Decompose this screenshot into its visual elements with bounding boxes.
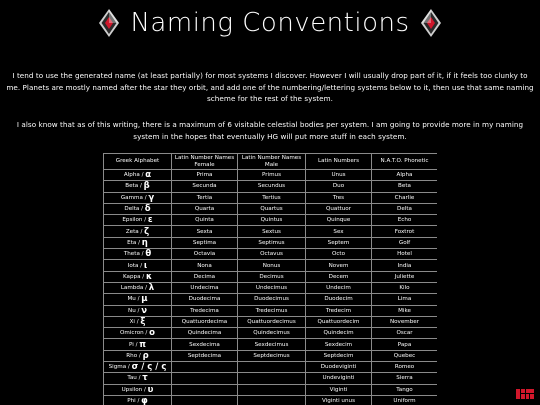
- latin-number-cell: Septem: [306, 237, 372, 248]
- column-header-latin-female: Latin Number Names Female: [172, 154, 238, 170]
- greek-letter-cell: [104, 328, 172, 339]
- table-row: [104, 384, 438, 395]
- latin-male-cell: [238, 395, 306, 405]
- greek-letter-name: Theta /: [123, 251, 146, 258]
- latin-female-cell: Undecima: [172, 282, 238, 293]
- latin-male-cell: [238, 362, 306, 373]
- greek-letter-cell: [104, 170, 172, 181]
- latin-female-cell: Quattuordecima: [172, 316, 238, 327]
- latin-male-cell: Septdecimus: [238, 350, 306, 361]
- greek-letter-symbol: λ: [148, 283, 155, 294]
- nato-phonetic-cell: November: [372, 316, 438, 327]
- crystal-logo-icon: [420, 8, 442, 38]
- greek-letter-name: Eta /: [127, 239, 142, 246]
- latin-male-cell: Tertius: [238, 192, 306, 203]
- greek-letter-symbol: ν: [141, 305, 147, 316]
- latin-number-cell: Decem: [306, 271, 372, 282]
- nato-phonetic-cell: Echo: [372, 215, 438, 226]
- tumblr-mark-icon[interactable]: [516, 389, 534, 399]
- greek-letter-symbol: φ: [141, 396, 148, 405]
- latin-male-cell: Sexdecimus: [238, 339, 306, 350]
- greek-letter-symbol: σ / ς / ς: [131, 362, 167, 373]
- table-row: [104, 339, 438, 350]
- greek-letter-name: Delta /: [124, 206, 145, 213]
- page-title: Naming Conventions: [130, 8, 410, 38]
- latin-female-cell: Tertia: [172, 192, 238, 203]
- greek-letter-symbol: γ: [148, 192, 155, 203]
- latin-female-cell: Quinta: [172, 215, 238, 226]
- latin-female-cell: [172, 373, 238, 384]
- table-row: [104, 260, 438, 271]
- greek-letter-symbol: α: [145, 170, 152, 181]
- column-header-greek: Greek Alphabet: [104, 154, 172, 170]
- greek-letter-symbol: ζ: [144, 226, 150, 237]
- table-row: [104, 350, 438, 361]
- latin-male-cell: [238, 384, 306, 395]
- greek-letter-name: Rho /: [126, 352, 143, 359]
- latin-number-cell: Quinque: [306, 215, 372, 226]
- table-row: [104, 305, 438, 316]
- greek-letter-name: Phi /: [127, 398, 142, 405]
- nato-phonetic-cell: Golf: [372, 237, 438, 248]
- greek-letter-cell: [104, 237, 172, 248]
- nato-phonetic-cell: Quebec: [372, 350, 438, 361]
- greek-letter-name: Upsilon /: [121, 386, 148, 393]
- table-row: [104, 271, 438, 282]
- naming-table: [103, 153, 437, 405]
- greek-letter-symbol: υ: [147, 384, 154, 395]
- greek-letter-name: Alpha /: [123, 172, 146, 179]
- greek-letter-cell: [104, 316, 172, 327]
- greek-letter-cell: [104, 215, 172, 226]
- latin-male-cell: Sextus: [238, 226, 306, 237]
- nato-phonetic-cell: Juliette: [372, 271, 438, 282]
- nato-phonetic-cell: Kilo: [372, 282, 438, 293]
- greek-letter-cell: [104, 384, 172, 395]
- nato-phonetic-cell: Oscar: [372, 328, 438, 339]
- column-header-latin-male: Latin Number Names Male: [238, 154, 306, 170]
- table-row: [104, 328, 438, 339]
- latin-female-cell: Secunda: [172, 181, 238, 192]
- greek-letter-cell: [104, 260, 172, 271]
- nato-phonetic-cell: Mike: [372, 305, 438, 316]
- nato-phonetic-cell: India: [372, 260, 438, 271]
- greek-letter-symbol: κ: [145, 271, 152, 282]
- greek-letter-cell: [104, 271, 172, 282]
- greek-letter-cell: [104, 373, 172, 384]
- table-row: [104, 226, 438, 237]
- latin-number-cell: Viginti: [306, 384, 372, 395]
- greek-letter-symbol: ο: [149, 328, 155, 339]
- latin-male-cell: Secundus: [238, 181, 306, 192]
- latin-number-cell: Undecim: [306, 282, 372, 293]
- greek-letter-cell: [104, 339, 172, 350]
- table-row: [104, 192, 438, 203]
- nato-phonetic-cell: Delta: [372, 203, 438, 214]
- greek-letter-symbol: ε: [147, 215, 153, 226]
- latin-male-cell: Quartus: [238, 203, 306, 214]
- nato-phonetic-cell: Tango: [372, 384, 438, 395]
- latin-number-cell: Duo: [306, 181, 372, 192]
- column-header-latin-numbers: Latin Numbers: [306, 154, 372, 170]
- latin-male-cell: Quindecimus: [238, 328, 306, 339]
- latin-male-cell: Primus: [238, 170, 306, 181]
- latin-number-cell: Novem: [306, 260, 372, 271]
- latin-male-cell: Octavus: [238, 249, 306, 260]
- latin-number-cell: Duodeviginti: [306, 362, 372, 373]
- nato-phonetic-cell: Charlie: [372, 192, 438, 203]
- latin-female-cell: Sexdecima: [172, 339, 238, 350]
- latin-male-cell: [238, 373, 306, 384]
- nato-phonetic-cell: Sierra: [372, 373, 438, 384]
- latin-number-cell: Viginti unus: [306, 395, 372, 405]
- greek-letter-cell: [104, 226, 172, 237]
- nato-phonetic-cell: Uniform: [372, 395, 438, 405]
- table-row: [104, 282, 438, 293]
- latin-male-cell: Undecimus: [238, 282, 306, 293]
- table-row: [104, 316, 438, 327]
- nato-phonetic-cell: Alpha: [372, 170, 438, 181]
- table-row: [104, 249, 438, 260]
- latin-number-cell: Duodecim: [306, 294, 372, 305]
- table-row: [104, 294, 438, 305]
- greek-letter-name: Sigma /: [108, 364, 132, 371]
- greek-letter-symbol: π: [139, 339, 146, 350]
- greek-letter-cell: [104, 395, 172, 405]
- greek-letter-name: Pi /: [129, 341, 140, 348]
- greek-letter-cell: [104, 282, 172, 293]
- latin-number-cell: Tredecim: [306, 305, 372, 316]
- latin-female-cell: Sexta: [172, 226, 238, 237]
- greek-letter-symbol: η: [141, 237, 148, 248]
- greek-letter-cell: [104, 181, 172, 192]
- intro-paragraph-1: I tend to use the generated name (at least partially) for most systems I discover. However I will usually drop part of it, if it feels too clunky to me. Planets are mostly named after the star they orbit, and add one of the numbering/lettering systems below to it, then use that same naming scheme for the rest of the system.: [6, 71, 534, 103]
- table-row: [104, 170, 438, 181]
- page-header: [0, 4, 540, 42]
- nato-phonetic-cell: Lima: [372, 294, 438, 305]
- latin-number-cell: Septdecim: [306, 350, 372, 361]
- latin-female-cell: [172, 384, 238, 395]
- latin-male-cell: Quattuordecimus: [238, 316, 306, 327]
- latin-number-cell: Sex: [306, 226, 372, 237]
- table-body: [104, 170, 438, 405]
- greek-letter-name: Gamma /: [120, 194, 149, 201]
- nato-phonetic-cell: Papa: [372, 339, 438, 350]
- table-row: [104, 215, 438, 226]
- crystal-logo-icon: [98, 8, 120, 38]
- greek-letter-name: Omicron /: [120, 330, 150, 337]
- greek-letter-name: Iota /: [127, 262, 144, 269]
- latin-female-cell: [172, 362, 238, 373]
- latin-male-cell: Duodecimus: [238, 294, 306, 305]
- greek-letter-cell: [104, 249, 172, 260]
- latin-number-cell: Sexdecim: [306, 339, 372, 350]
- greek-letter-name: Nu /: [128, 307, 142, 314]
- table-row: [104, 373, 438, 384]
- table-row: [104, 395, 438, 405]
- greek-letter-cell: [104, 362, 172, 373]
- latin-male-cell: Nonus: [238, 260, 306, 271]
- latin-female-cell: [172, 395, 238, 405]
- greek-letter-symbol: τ: [142, 373, 148, 384]
- greek-letter-cell: [104, 294, 172, 305]
- nato-phonetic-cell: Hotel: [372, 249, 438, 260]
- greek-letter-name: Beta /: [125, 183, 144, 190]
- latin-male-cell: Septimus: [238, 237, 306, 248]
- greek-letter-name: Mu /: [127, 296, 142, 303]
- latin-number-cell: Unus: [306, 170, 372, 181]
- nato-phonetic-cell: Foxtrot: [372, 226, 438, 237]
- greek-letter-cell: [104, 203, 172, 214]
- latin-male-cell: Decimus: [238, 271, 306, 282]
- latin-number-cell: Quattuordecim: [306, 316, 372, 327]
- greek-letter-name: Kappa /: [122, 273, 146, 280]
- latin-female-cell: Tredecima: [172, 305, 238, 316]
- latin-number-cell: Octo: [306, 249, 372, 260]
- greek-letter-cell: [104, 192, 172, 203]
- latin-female-cell: Decima: [172, 271, 238, 282]
- table-row: [104, 181, 438, 192]
- greek-letter-cell: [104, 350, 172, 361]
- column-header-nato: N.A.T.O. Phonetic: [372, 154, 438, 170]
- table-header-row: [104, 154, 438, 170]
- naming-table-container: [103, 153, 437, 405]
- latin-female-cell: Septima: [172, 237, 238, 248]
- greek-letter-name: Tau /: [127, 375, 143, 382]
- latin-male-cell: Quintus: [238, 215, 306, 226]
- greek-letter-symbol: θ: [145, 249, 152, 260]
- greek-letter-symbol: μ: [141, 294, 148, 305]
- greek-letter-symbol: δ: [144, 204, 151, 215]
- greek-letter-name: Lambda /: [120, 285, 149, 292]
- greek-letter-symbol: ι: [143, 260, 148, 271]
- latin-female-cell: Duodecima: [172, 294, 238, 305]
- greek-letter-symbol: ξ: [140, 317, 146, 327]
- greek-letter-name: Xi /: [129, 319, 141, 325]
- nato-phonetic-cell: Beta: [372, 181, 438, 192]
- greek-letter-name: Zeta /: [125, 228, 145, 235]
- latin-number-cell: Tres: [306, 192, 372, 203]
- latin-female-cell: Quarta: [172, 203, 238, 214]
- table-row: [104, 362, 438, 373]
- latin-number-cell: Quindecim: [306, 328, 372, 339]
- latin-number-cell: Quattuor: [306, 203, 372, 214]
- table-row: [104, 237, 438, 248]
- latin-female-cell: Septdecima: [172, 350, 238, 361]
- greek-letter-cell: [104, 305, 172, 316]
- greek-letter-name: Epsilon /: [122, 217, 148, 224]
- latin-number-cell: Undeviginti: [306, 373, 372, 384]
- greek-letter-symbol: β: [143, 181, 150, 192]
- latin-female-cell: Octavia: [172, 249, 238, 260]
- intro-paragraph-2: I also know that as of this writing, there is a maximum of 6 visitable celestial bodies per system. I am going to provide more in my naming system in the hopes that eventually HG will put more stuff in each system.: [16, 120, 524, 141]
- greek-letter-symbol: ρ: [142, 350, 149, 361]
- latin-female-cell: Nona: [172, 260, 238, 271]
- nato-phonetic-cell: Romeo: [372, 362, 438, 373]
- latin-female-cell: Quindecima: [172, 328, 238, 339]
- table-row: [104, 203, 438, 214]
- latin-male-cell: Tredecimus: [238, 305, 306, 316]
- latin-female-cell: Prima: [172, 170, 238, 181]
